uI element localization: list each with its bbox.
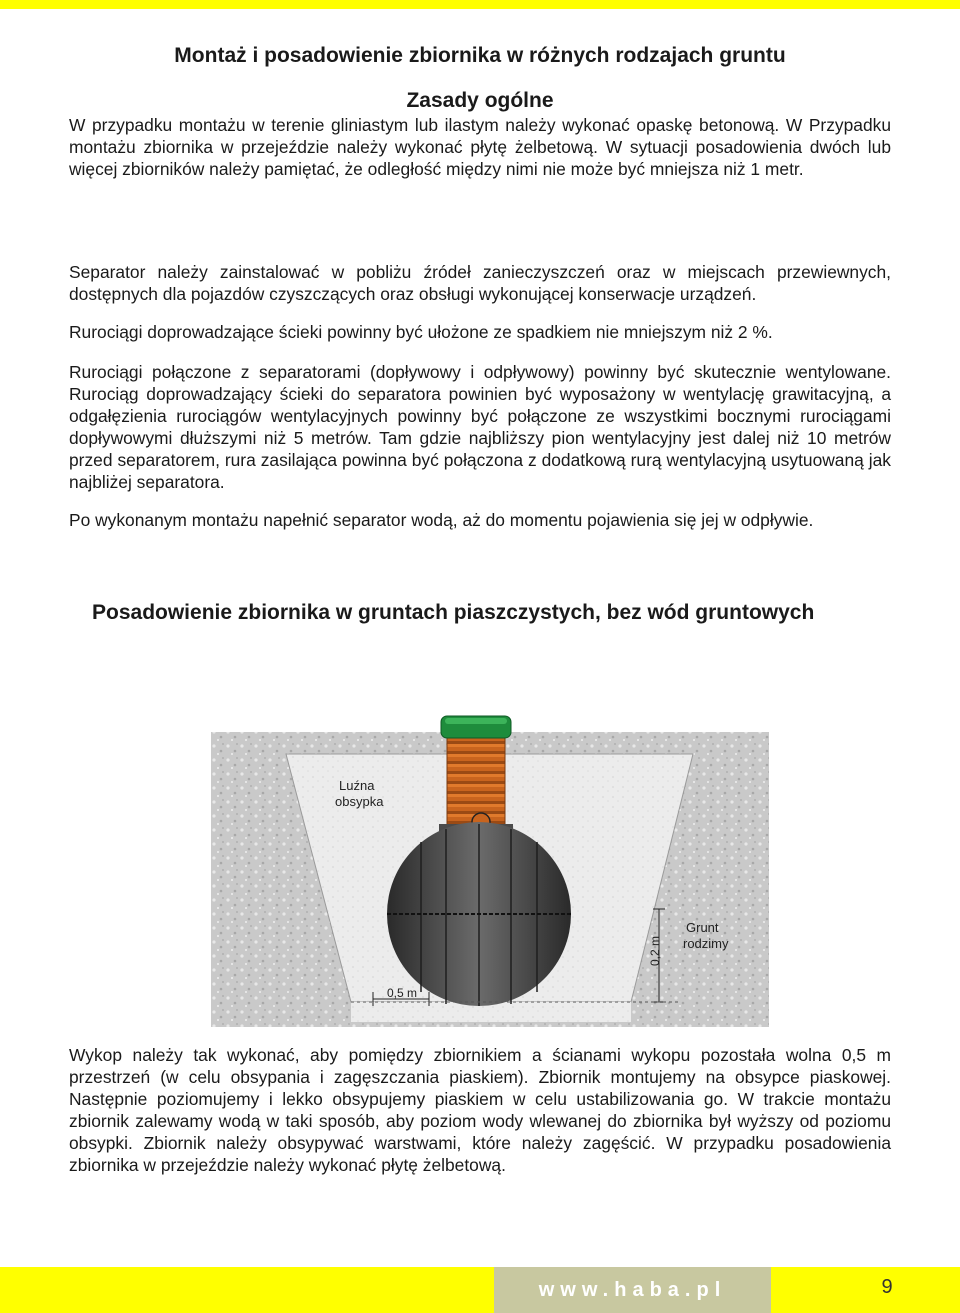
label-native-2: rodzimy xyxy=(683,936,729,951)
paragraph-ventilation: Rurociągi połączone z separatorami (dopływowy i odpływowy) powinny być skutecznie wentylowane. Rurociąg doprowadzający ścieki do separatora powinien być wyposażony w wentylację grawitacyjną, a odgałęzienia rurociągów wentylacyjnych powinny być połączone ze wszystkimi bocznymi rurociągami dopływowymi dłuższymi niż 5 metrów. Tam gdzie najbliższy pion wentylacyjny jest dalej niż 10 metrów przed separatorem, rura zasilająca powinna być połączona z dodatkową rurą wentylacyjną usytuowaną jak najbliżej separatora. xyxy=(69,362,891,492)
page-number: 9 xyxy=(881,1276,893,1298)
section-heading-general: Zasady ogólne xyxy=(406,89,554,112)
installation-diagram xyxy=(211,714,769,1027)
page-title: Montaż i posadowienie zbiornika w różnych rodzajach gruntu xyxy=(174,44,786,67)
paragraph-filling: Po wykonanym montażu napełnić separator wodą, aż do momentu pojawienia się jej w odpływie. xyxy=(69,510,814,530)
website-link[interactable]: www.haba.pl xyxy=(494,1267,771,1313)
top-accent-bar xyxy=(0,0,960,9)
dim-horizontal-label: 0,5 m xyxy=(387,986,418,1000)
paragraph-slope: Rurociągi doprowadzające ścieki powinny być ułożone ze spadkiem nie mniejszym niż 2 %. xyxy=(69,322,773,342)
label-native-1: Grunt xyxy=(686,920,719,935)
paragraph-location: Separator należy zainstalować w pobliżu źródeł zanieczyszczeń oraz w miejscach przewiewnych, dostępnych dla pojazdów czyszczących oraz obsługi wykonującej konserwacje urządzeń. xyxy=(69,262,891,304)
section-heading-sand: Posadowienie zbiornika w gruntach piaszczystych, bez wód gruntowych xyxy=(92,601,815,624)
dim-vertical-label: 0,2 m xyxy=(648,935,662,966)
bottom-accent-bar xyxy=(0,1267,960,1313)
paragraph-sand-installation: Wykop należy tak wykonać, aby pomiędzy zbiornikiem a ścianami wykopu pozostała wolna 0,5 m przestrzeń (w celu obsypania i zagęszczania piaskiem). Zbiornik montujemy na obsypce piaskowej. Następnie poziomujemy i lekko obsypujemy piaskiem w celu ustabilizowania go. W trakcie montażu zbiornik zalewamy wodą w taki sposób, aby poziom wody wlewanej do zbiornika był wyższy od poziomu obsypki. Zbiornik należy obsypywać warstwami, które należy zagęścić. W przypadku posadowienia zbiornika w przejeździe należy wykonać płytę żelbetową. xyxy=(69,1045,891,1175)
paragraph-ground-types: W przypadku montażu w terenie gliniastym lub ilastym należy wykonać opaskę betonową. W Przypadku montażu zbiornika w przejeździe należy wykonać płytę żelbetową. W sytuacji posadowienia dwóch lub więcej zbiorników należy pamiętać, że odległość między nimi nie może być mniejsza niż 1 metr. xyxy=(69,115,891,179)
label-loose-2: obsypka xyxy=(335,794,384,809)
label-loose-1: Luźna xyxy=(339,778,375,793)
